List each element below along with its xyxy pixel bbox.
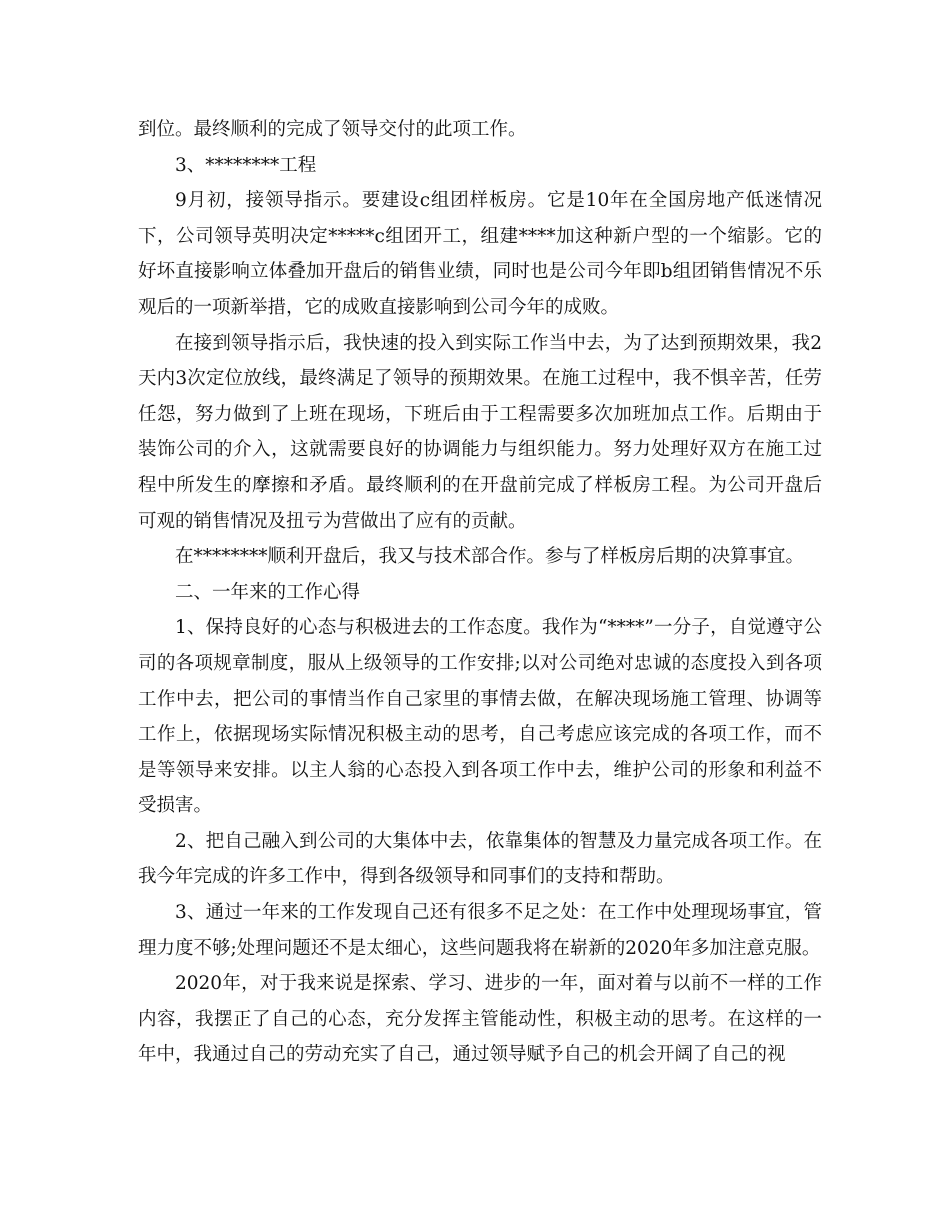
section-heading-project-3: 3、********工程: [175, 154, 317, 176]
paragraph-year-summary: 2020年，对于我来说是探索、学习、进步的一年，面对着与以前不一样的工作内容，我摆正了自己的心态，充分发挥主管能动性，积极主动的思考。在这样的一年中，我通过自己的劳动充实了自己，通过领导赋予自己的机会开阔了自己的视: [138, 973, 822, 1066]
document-body: [138, 112, 822, 1073]
paragraph-after-instruction: 在接到领导指示后，我快速的投入到实际工作当中去，为了达到预期效果，我2天内3次定位放线，最终满足了领导的预期效果。在施工过程中，我不惧辛苦，任劳任怨，努力做到了上班在现场，下班后由于工程需要多次加班加点工作。后期由于装饰公司的介入，这就需要良好的协调能力与组织能力。努力处理好双方在施工过程中所发生的摩擦和矛盾。最终顺利的在开盘前完成了样板房工程。为公司开盘后可观的销售情况及扭亏为营做出了应有的贡献。: [138, 332, 822, 532]
paragraph-experience-2: 2、把自己融入到公司的大集体中去，依靠集体的智慧及力量完成各项工作。在我今年完成的许多工作中，得到各级领导和同事们的支持和帮助。: [138, 830, 822, 888]
paragraph-after-opening: 在********顺利开盘后，我又与技术部合作。参与了样板房后期的决算事宜。: [175, 546, 805, 568]
paragraph-continuation: 到位。最终顺利的完成了领导交付的此项工作。: [138, 119, 527, 140]
paragraph-experience-3: 3、通过一年来的工作发现自己还有很多不足之处：在工作中处理现场事宜，管理力度不够;处理问题还不是太细心，这些问题我将在崭新的2020年多加注意克服。: [138, 902, 822, 959]
section-heading-experience: 二、一年来的工作心得: [175, 581, 361, 603]
paragraph-september: 9月初，接领导指示。要建设c组团样板房。它是10年在全国房地产低迷情况下，公司领导英明决定*****c组团开工，组建****加这种新户型的一个缩影。它的好坏直接影响立体叠加开盘后的销售业绩，同时也是公司今年即b组团销售情况不乐观后的一项新举措，它的成败直接影响到公司今年的成败。: [138, 190, 822, 318]
paragraph-experience-1: 1、保持良好的心态与积极进去的工作态度。我作为“****”一分子，自觉遵守公司的各项规章制度，服从上级领导的工作安排;以对公司绝对忠诚的态度投入到各项工作中去，把公司的事情当作自己家里的事情去做，在解决现场施工管理、协调等工作上，依据现场实际情况积极主动的思考，自己考虑应该完成的各项工作，而不是等领导来安排。以主人翁的心态投入到各项工作中去，维护公司的形象和利益不受损害。: [138, 617, 822, 817]
